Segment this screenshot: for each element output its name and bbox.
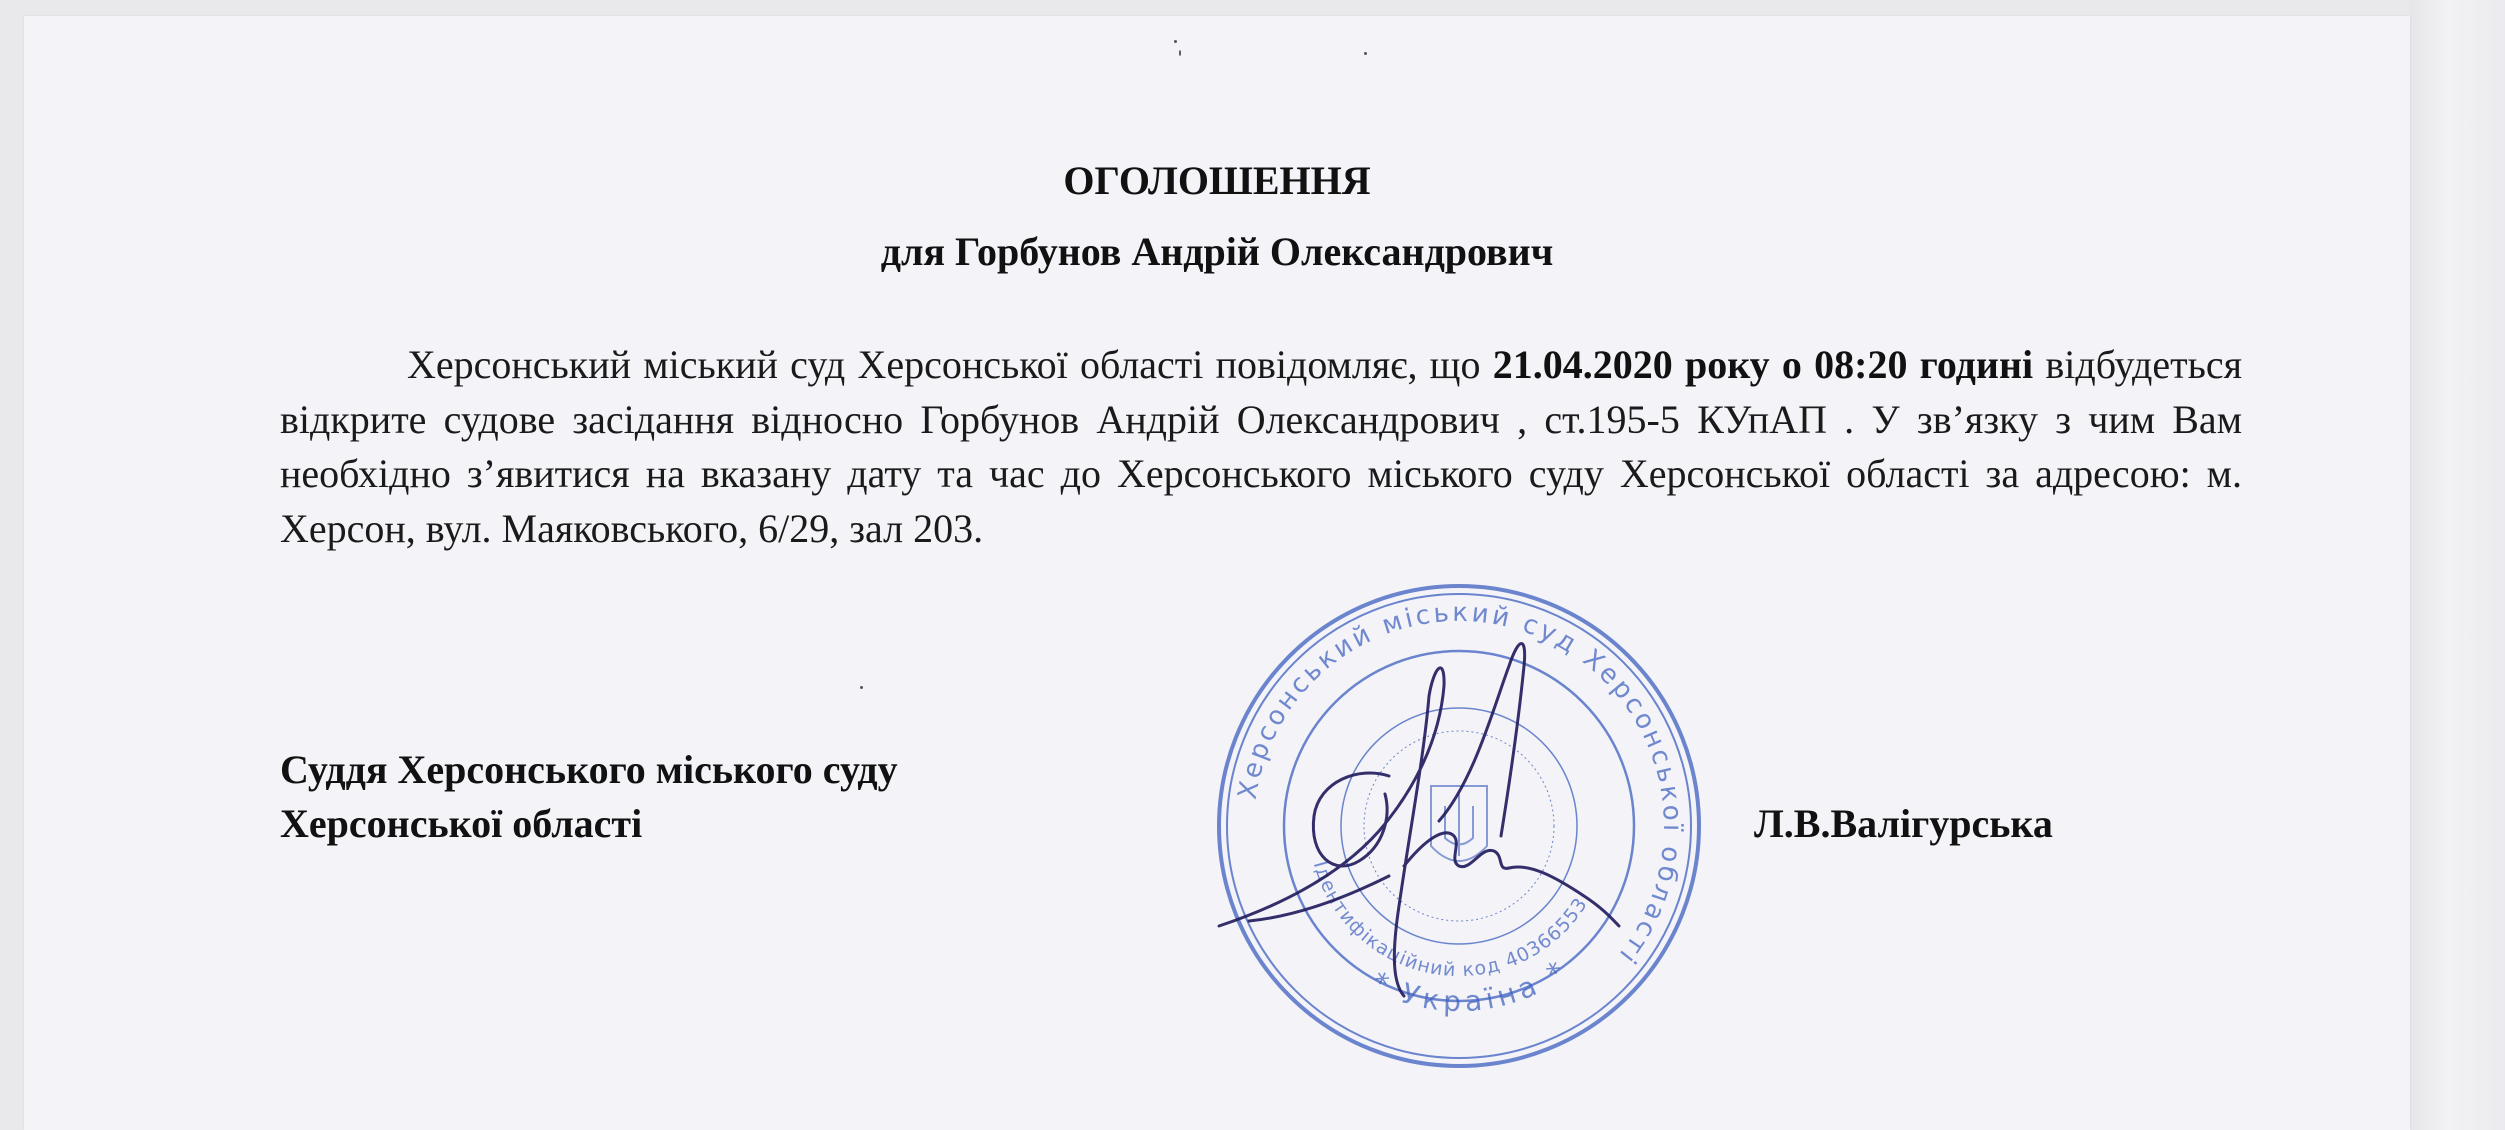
scan-speck [1174,40,1177,43]
judge-title-line2: Херсонської області [280,801,643,846]
scan-edge-strip [2410,0,2505,1130]
stamp-inner-text: Ідентифікаційний код 40366553 [1308,858,1593,982]
notice-title: ОГОЛОШЕННЯ [1063,158,1371,203]
stamp-emblem [1431,786,1487,861]
notice-body [280,338,2242,556]
scan-speck [1364,52,1367,55]
scan-speck [860,686,863,689]
judge-name: Л.В.Валігурська [1754,801,2053,846]
body-text-part1: Херсонський міський суд Херсонської області повідомляє, що [407,342,1493,387]
body-text-part2: відбудеться відкрите судове засідання відносно Горбунов Андрій Олександрович , ст.195-5 КУпАП . У зв’язку з чим Вам необхідно з’явитися на вказану дату та час до Херсонського міського суду Херсонської області за адресою: м. Херсон, вул. Маяковського, 6/29, зал 203. [280,342,2242,551]
hearing-date-time: 21.04.2020 року о 08:20 годині [1492,342,2034,387]
judge-title-line1: Суддя Херсонського міського суду [280,747,898,792]
stamp-bottom-text: * Україна * [1366,952,1575,1019]
scan-speck [1179,50,1181,56]
court-seal-stamp [1209,576,1709,1076]
notice-subtitle: для Горбунов Андрій Олександрович [880,229,1554,274]
document-page [24,16,2410,1130]
stamp-outer-text: Херсонський міський суд Херсонської області [1232,597,1688,971]
